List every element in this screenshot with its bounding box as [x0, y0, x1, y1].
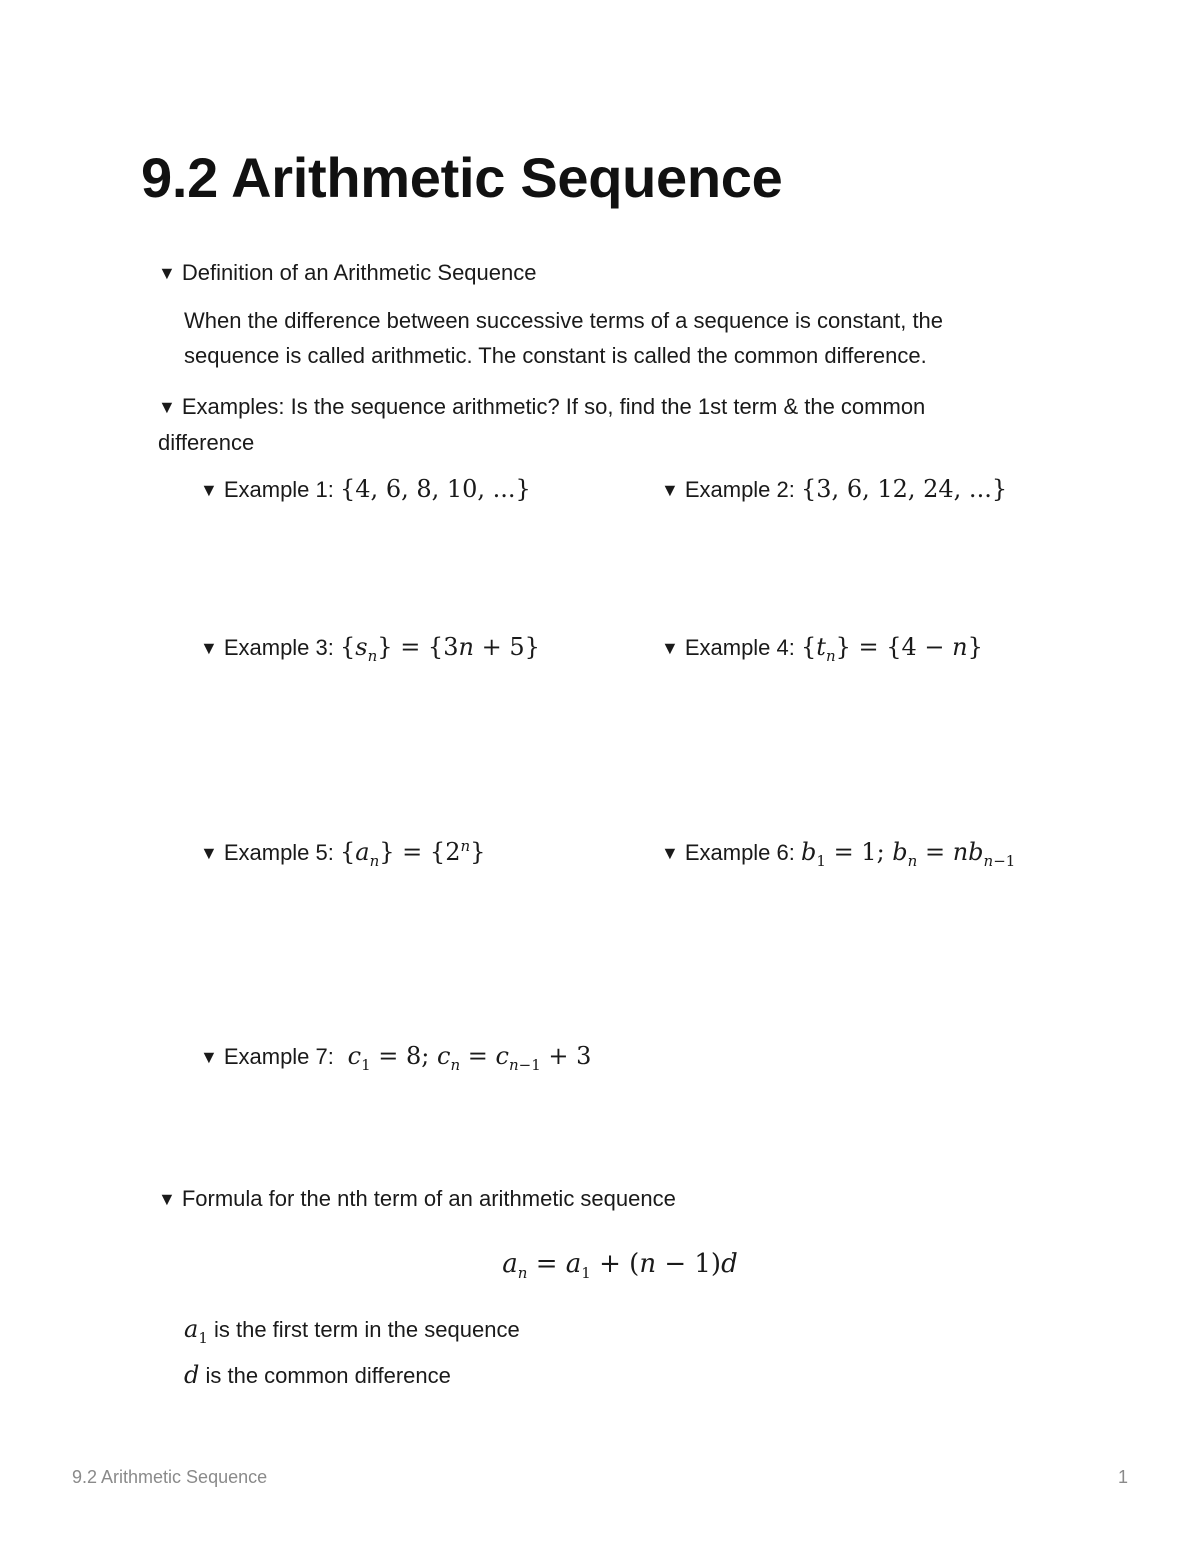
note-common-difference-text: is the common difference — [199, 1363, 451, 1388]
definition-heading: Definition of an Arithmetic Sequence — [181, 260, 537, 285]
example-label: Example 6: — [684, 840, 795, 865]
toggle-example-2[interactable] — [661, 475, 1007, 504]
example-label: Example 1: — [223, 477, 334, 502]
triangle-down-icon[interactable]: ▼ — [158, 397, 176, 417]
note-first-term-text: is the first term in the sequence — [207, 1317, 520, 1342]
example-label: Example 4: — [684, 635, 795, 660]
triangle-down-icon[interactable]: ▼ — [661, 843, 679, 863]
example-expression: $b_1 = 1$; $b_n = nb_{n-1}$ — [801, 838, 1016, 870]
triangle-down-icon[interactable]: ▼ — [200, 638, 218, 658]
toggle-formula[interactable] — [158, 1185, 676, 1213]
examples-heading-cont: difference — [158, 430, 255, 455]
triangle-down-icon[interactable]: ▼ — [200, 480, 218, 500]
triangle-down-icon[interactable]: ▼ — [661, 480, 679, 500]
toggle-definition[interactable] — [158, 259, 536, 287]
math-d: d — [184, 1361, 200, 1389]
toggle-example-7[interactable] — [200, 1042, 592, 1074]
math-a1: $a_1$ — [184, 1315, 208, 1347]
example-label: Example 7: — [223, 1044, 334, 1069]
toggle-example-3[interactable] — [200, 633, 540, 665]
triangle-down-icon[interactable]: ▼ — [158, 1189, 176, 1209]
note-common-difference — [184, 1361, 451, 1390]
examples-heading: Examples: Is the sequence arithmetic? If so, find the 1st term & the common — [181, 394, 926, 419]
toggle-examples[interactable] — [158, 389, 925, 460]
toggle-example-6[interactable] — [661, 838, 1016, 870]
example-expression: {4, 6, 8, 10, ...} — [340, 475, 531, 503]
toggle-example-4[interactable] — [661, 633, 983, 665]
footer-title: 9.2 Arithmetic Sequence — [72, 1467, 268, 1487]
triangle-down-icon[interactable]: ▼ — [200, 843, 218, 863]
example-expression: $\{a_n\} = \{2^n\}$ — [340, 837, 486, 870]
example-label: Example 2: — [684, 477, 795, 502]
definition-text-line: When the difference between successive terms of a sequence is constant, the — [184, 308, 944, 333]
example-expression: $c_1 = 8$; $c_n = c_{n-1} + 3$ — [347, 1042, 592, 1074]
example-expression: $\{s_n\} = \{3n + 5\}$ — [340, 633, 540, 665]
page-number: 1 — [1117, 1467, 1128, 1487]
note-first-term — [184, 1315, 520, 1347]
definition-text-line: sequence is called arithmetic. The constant is called the common difference. — [184, 343, 927, 368]
example-label: Example 5: — [223, 840, 334, 865]
example-label: Example 3: — [223, 635, 334, 660]
toggle-example-5[interactable] — [200, 837, 486, 870]
example-expression: {3, 6, 12, 24, ...} — [801, 475, 1008, 503]
definition-text — [184, 303, 943, 373]
nth-term-formula: $a_n = a_1 + (n - 1)d$ — [502, 1249, 738, 1283]
formula-heading: Formula for the nth term of an arithmetic sequence — [181, 1186, 676, 1211]
example-expression: $\{t_n\} = \{4 - n\}$ — [801, 633, 983, 665]
triangle-down-icon[interactable]: ▼ — [158, 263, 176, 283]
page-title: 9.2 Arithmetic Sequence — [141, 146, 783, 209]
toggle-example-1[interactable] — [200, 475, 531, 504]
triangle-down-icon[interactable]: ▼ — [661, 638, 679, 658]
triangle-down-icon[interactable]: ▼ — [200, 1047, 218, 1067]
